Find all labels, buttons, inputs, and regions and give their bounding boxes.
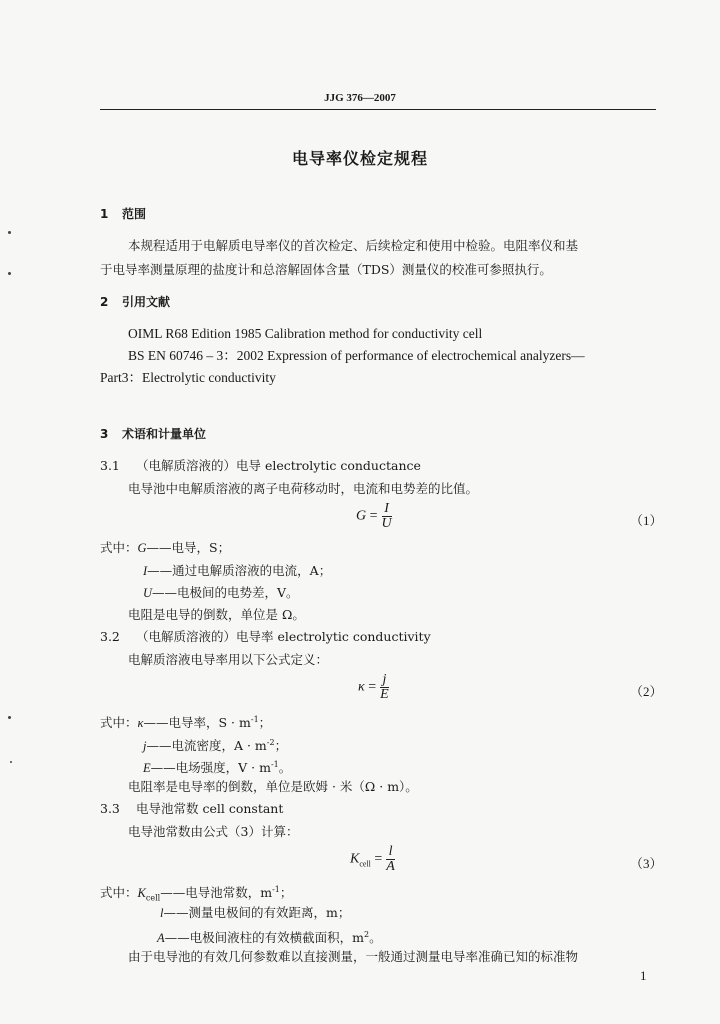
equation-denominator: A bbox=[386, 859, 395, 874]
subsection-3-1-note: 电阻是电导的倒数，单位是 Ω。 bbox=[128, 607, 305, 622]
equation-1: G = $\frac{I}{U}$ bbox=[356, 501, 392, 531]
punctuation: ； bbox=[279, 885, 293, 901]
where-prefix: 式中： bbox=[100, 715, 138, 731]
where-line-3 bbox=[157, 927, 382, 946]
equation-2-number: （2） bbox=[630, 684, 663, 699]
section-1-paragraph-line-2: 于电导率测量原理的盐度计和总溶解固体含量（TDS）测量仪的校准可参照执行。 bbox=[100, 262, 552, 277]
where-line-2 bbox=[143, 563, 331, 579]
equation-1-number: （1） bbox=[630, 513, 663, 528]
unit-exponent: -1 bbox=[270, 760, 279, 769]
section-title: 引用文献 bbox=[122, 295, 171, 309]
symbol-description: ——电流密度，A · m bbox=[146, 738, 267, 754]
reference-1: OIML R68 Edition 1985 Calibration method for conductivity cell bbox=[128, 326, 483, 341]
symbol-subscript: cell bbox=[145, 893, 161, 903]
subsection-number: 3.1 bbox=[100, 458, 120, 473]
where-line-3 bbox=[143, 585, 299, 601]
document-title: 电导率仪检定规程 bbox=[291, 149, 428, 168]
punctuation: 。 bbox=[278, 760, 292, 776]
subsection-title: （电解质溶液的）电导率 electrolytic conductivity bbox=[136, 629, 431, 644]
symbol: κ bbox=[137, 716, 144, 731]
scan-speck bbox=[8, 716, 11, 719]
scan-speck bbox=[8, 272, 11, 275]
symbol-description: ——电极间的电势差，V。 bbox=[152, 585, 299, 600]
page-number: 1 bbox=[640, 968, 647, 983]
section-number: 2 bbox=[100, 295, 109, 309]
equation-lhs: K bbox=[350, 851, 360, 867]
running-header: JJG 376—2007 bbox=[324, 92, 396, 104]
punctuation: ； bbox=[274, 738, 288, 754]
symbol-description: ——通过电解质溶液的电流，A； bbox=[147, 563, 332, 578]
where-line-3 bbox=[143, 757, 291, 776]
section-number: 3 bbox=[100, 427, 109, 441]
scan-speck bbox=[10, 761, 12, 763]
section-number: 1 bbox=[100, 207, 109, 221]
subsection-3-3-continuation: 由于电导池的有效几何参数难以直接测量，一般通过测量电导率准确已知的标准物 bbox=[128, 949, 579, 964]
subsection-number: 3.2 bbox=[100, 629, 120, 644]
symbol: G bbox=[137, 541, 147, 555]
reference-2-continued: Part3：Electrolytic conductivity bbox=[100, 370, 276, 385]
equation-3-number: （3） bbox=[630, 856, 663, 871]
subsection-title: 电导池常数 cell constant bbox=[136, 801, 284, 816]
subsection-3-1-heading bbox=[100, 458, 421, 474]
section-title: 范围 bbox=[122, 207, 147, 221]
where-line-1 bbox=[100, 712, 271, 731]
where-line-1 bbox=[100, 882, 292, 907]
symbol-description: ——电场强度，V · m bbox=[150, 760, 271, 776]
section-title: 术语和计量单位 bbox=[122, 427, 207, 441]
equation-numerator: j bbox=[380, 673, 389, 688]
symbol-description: ——测量电极间的有效距离，m； bbox=[163, 905, 351, 920]
unit-exponent: -2 bbox=[266, 738, 275, 747]
equation-3: $K_{cell}$ = $\frac{l}{A}$ bbox=[350, 844, 395, 874]
equation-denominator: E bbox=[380, 687, 389, 702]
subsection-title: （电解质溶液的）电导 electrolytic conductance bbox=[136, 458, 421, 473]
symbol: j bbox=[143, 739, 147, 754]
subsection-3-1-definition: 电导池中电解质溶液的离子电荷移动时，电流和电势差的比值。 bbox=[128, 481, 479, 496]
subsection-3-3-heading bbox=[100, 801, 283, 817]
where-line-2 bbox=[160, 905, 350, 921]
where-prefix: 式中： bbox=[100, 540, 138, 555]
section-3-heading bbox=[100, 426, 206, 442]
equation-numerator: l bbox=[386, 845, 395, 860]
symbol: l bbox=[160, 906, 164, 920]
symbol-description: ——电极间液柱的有效横截面积，m bbox=[164, 930, 364, 946]
symbol: I bbox=[143, 564, 148, 578]
symbol: E bbox=[143, 761, 151, 776]
unit-exponent: -1 bbox=[250, 715, 259, 724]
equation-lhs: κ bbox=[358, 679, 365, 695]
where-line-1 bbox=[100, 540, 230, 556]
symbol: K bbox=[137, 886, 146, 901]
where-line-2 bbox=[143, 735, 287, 754]
scan-speck bbox=[8, 231, 11, 234]
punctuation: 。 bbox=[369, 930, 382, 946]
section-1-heading bbox=[100, 206, 146, 222]
header-rule bbox=[100, 109, 656, 110]
subsection-number: 3.3 bbox=[100, 801, 120, 816]
where-prefix: 式中： bbox=[100, 885, 138, 901]
symbol-description: ——电导率，S · m bbox=[143, 715, 251, 731]
unit-exponent: -1 bbox=[272, 885, 280, 894]
symbol-description: ——电导池常数，m bbox=[160, 885, 273, 901]
subsection-3-2-heading bbox=[100, 629, 431, 645]
equation-lhs-subscript: cell bbox=[359, 859, 371, 869]
equation-numerator: I bbox=[382, 502, 392, 517]
reference-2: BS EN 60746 – 3：2002 Expression of performance of electrochemical analyzers— bbox=[128, 348, 585, 363]
punctuation: ； bbox=[258, 715, 272, 731]
subsection-3-3-definition: 电导池常数由公式（3）计算： bbox=[128, 824, 299, 839]
symbol-description: ——电导，S； bbox=[146, 540, 231, 555]
unit-exponent: 2 bbox=[364, 930, 370, 939]
section-2-heading bbox=[100, 294, 170, 310]
symbol: U bbox=[143, 586, 153, 600]
equation-2: κ = $\frac{j}{E}$ bbox=[358, 672, 389, 702]
equation-lhs: G bbox=[356, 508, 367, 524]
subsection-3-2-note: 电阻率是电导率的倒数，单位是欧姆 · 米（Ω · m）。 bbox=[128, 779, 418, 794]
section-1-paragraph-line-1: 本规程适用于电解质电导率仪的首次检定、后续检定和使用中检验。电阻率仪和基 bbox=[128, 238, 579, 253]
symbol: A bbox=[157, 931, 165, 946]
equation-denominator: U bbox=[381, 516, 392, 531]
subsection-3-2-definition: 电解质溶液电导率用以下公式定义： bbox=[128, 652, 329, 667]
